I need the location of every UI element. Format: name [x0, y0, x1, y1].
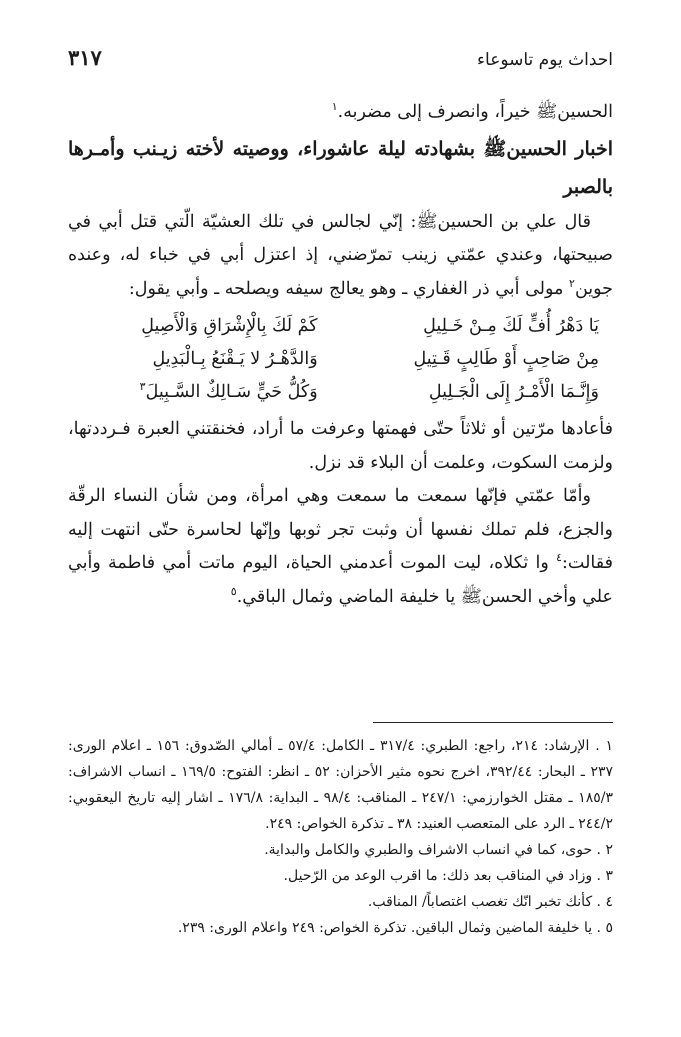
poem-verse [68, 343, 613, 376]
footnote-divider [373, 722, 613, 723]
footnote: ١ . الإرشاد: ٢١٤، راجع: الطبري: ٣١٧/٤ ـ الكامل: ٥٧/٤ ـ أمالي الصّدوق: ١٥٦ ـ اعلام الورى: ٢٣٧ ـ البحار: ٣٩٢/٤٤، اخرج نحوه مثير الأحزان: ٥٢ ـ انظر: الفتوح: ١٦٩/٥ ـ انساب الاشراف: ١٨٥/٣ ـ مقتل الخوارزمي: ٢٤٧/١ ـ المناقب: ٩٨/٤ ـ البداية: ١٧٦/٨ ـ اشار إليه تاريخ اليعقوبي: ٢٤٤/٢ ـ الرد على المتعصب العنيد: ٣٨ ـ تذكرة الخواص: ٢٤٩. [68, 738, 614, 832]
footnote-ref: ١ [331, 100, 338, 114]
footnote: ٣ . وزاد في المناقب بعد ذلك: ما اقرب الوعد من الرّحيل. [283, 868, 613, 884]
hemistich-text: وَكُلُّ حَيٍّ سَـالِكٌ السَّـبِيلَ [145, 382, 318, 402]
section-heading: اخبار الحسينﷺ بشهادته ليلة عاشوراء، ووصيته لأخته زيـنب وأمـرها بالصبر [68, 137, 613, 198]
footnotes [68, 733, 613, 941]
poem-verse [68, 376, 613, 409]
hemistich-text: كَمْ لَكَ بِالْإِشْرَاقِ وَالْأَصِيلِ [141, 316, 318, 336]
footnote-ref: ٤ [556, 551, 563, 565]
page-number: ٣١٧ [68, 45, 102, 70]
main-text [68, 96, 613, 614]
hemistich-text: وَالدَّهْـرُ لا يَـقْنَعُ بِـالْبَدِيلِ [152, 349, 318, 369]
paragraph [68, 206, 613, 307]
hemistich-first: وَإِنَّـمَا الْأَمْـرُ إِلَى الْجَـلِيلِ [428, 382, 599, 402]
hemistich-second [78, 343, 318, 376]
poem [68, 310, 613, 409]
paragraph-text: وا ثكلاه، ليت الموت أعدمني الحياة، اليوم ماتت أمي فاطمة وأبي علي وأخي الحسنﷺ يا خليفة الماضي وثمال الباقي. [68, 553, 613, 607]
running-title: احداث يوم تاسوعاء [477, 50, 613, 70]
poem-verse [68, 310, 613, 343]
paragraph-text: الحسينﷺ خيراً، وانصرف إلى مضربه. [337, 102, 613, 122]
hemistich-first: مِنْ صَاحِبٍ أَوْ طَالِبٍ قَـتِيلِ [413, 349, 599, 369]
hemistich-second [78, 310, 318, 343]
paragraph-text: قال علي بن الحسينﷺ: إنّي لجالس في تلك العشيّة الّتي قتل أبي في صبيحتها، وعندي عمّتي زينب تمرّضني، إذ اعتزل أبي في خباء له، وعنده جوين [68, 211, 613, 299]
page-header [68, 45, 613, 70]
footnote: ٤ . كأنك تخبر انّك تغصب اغتصاباً/ المناقب. [367, 894, 613, 910]
footnote: ٥ . يا خليفة الماضين وثمال الباقين. تذكرة الخواص: ٢٤٩ واعلام الورى: ٢٣٩. [177, 920, 613, 936]
footnote-ref: ٢ [569, 276, 575, 290]
footnote: ٢ . حوى، كما في انساب الاشراف والطبري والكامل والبداية. [264, 842, 613, 858]
paragraph [68, 96, 613, 130]
paragraph [68, 480, 613, 614]
footnote-ref: ٣ [139, 380, 146, 394]
hemistich-second [78, 376, 318, 409]
paragraph-text: وأمّا عمّتي فإنّها سمعت ما سمعت وهي امرأة، ومن شأن النساء الرقّة والجزع، فلم تملك نفسها أن وثبت تجر ثوبها وإنّها لحاسرة حتّى انتهت إليه فقالت: [68, 486, 613, 573]
hemistich-first: يَا دَهْرُ أُفٍّ لَكَ مِـنْ خَـلِيلِ [423, 316, 599, 336]
paragraph-text: مولى أبي ذر الغفاري ـ وهو يعالج سيفه ويصلحه ـ وأبي يقول: [128, 278, 564, 299]
footnote-ref: ٥ [230, 584, 237, 598]
paragraph: فأعادها مرّتين أو ثلاثاً حتّى فهمتها وعرفت ما أراد، فخنقتني العبرة فـرددتها، ولزمت السكوت، وعلمت أن البلاء قد نزل. [68, 419, 613, 473]
